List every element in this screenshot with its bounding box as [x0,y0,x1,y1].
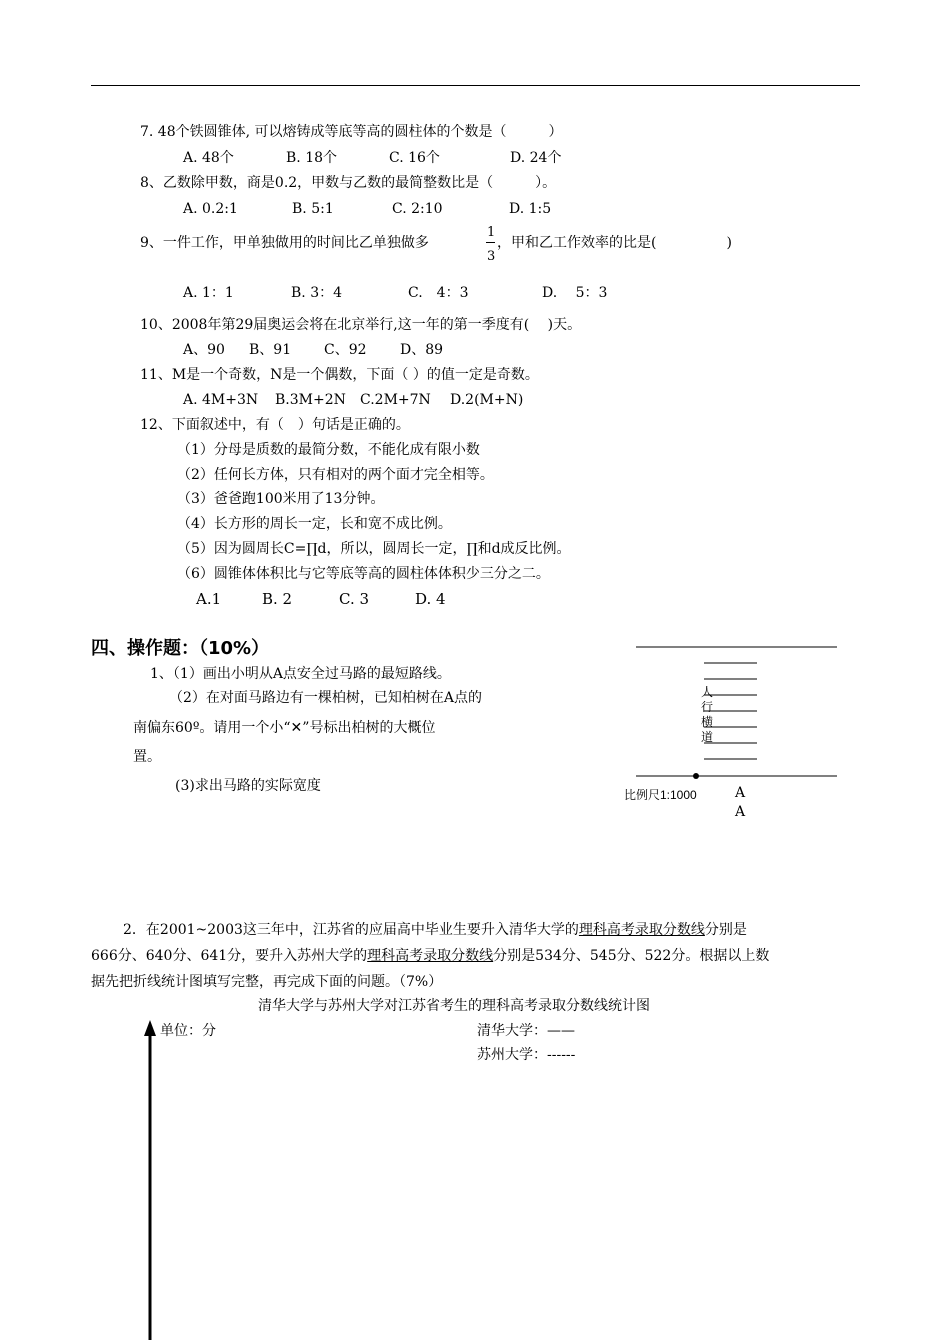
q8-option-d: D. 1:5 [509,201,552,217]
q2-line-1-start: 2．在2001~2003这三年中，江苏省的应届高中毕业生要升入清华大学的 [123,922,579,938]
q9-option-a: A. 1：1 [183,285,234,301]
chart-unit-label: 单位：分 [160,1023,216,1039]
q7-option-a: A. 48个 [183,150,234,166]
q10-option-b: B、91 [249,342,292,358]
q8-option-b: B. 5:1 [292,201,334,217]
q11-option-c: C.2M+7N [360,392,431,408]
section-4-item-2-line-3: 置。 [133,749,161,765]
scale-label: 比例尺1:1000 [624,788,697,802]
q10-option-a: A、90 [183,342,225,358]
legend-suzhou: 苏州大学：------ [477,1047,576,1063]
q7-option-b: B. 18个 [286,150,338,166]
point-a-dot [693,773,699,779]
q12-option-d: D. 4 [415,590,446,608]
q9-option-c: C. 4：3 [408,285,469,301]
q2-line-2-start: 666分、640分、641分，要升入苏州大学的 [91,948,368,964]
point-a-label: A [735,804,746,820]
q12-statement-2: （2）任何长方体，只有相对的两个面才完全相等。 [177,467,494,483]
q8-option-a: A. 0.2:1 [183,201,238,217]
q2-line-2-underlined: 理科高考录取分数线 [367,948,494,964]
section-4-item-3: (3)求出马路的实际宽度 [175,778,321,794]
q9-option-b: B. 3：4 [291,285,343,301]
q12-statement-6: （6）圆锥体体积比与它等底等高的圆柱体体积少三分之二。 [177,566,550,582]
q10-option-c: C、92 [324,342,367,358]
q10-option-d: D、89 [400,342,444,358]
legend-tsinghua: 清华大学：—— [477,1023,575,1039]
section-4-item-2-line-1: （2）在对面马路边有一棵柏树，已知柏树在A点的 [169,690,483,706]
q2-line-1 [123,923,747,937]
q12-question: 12、下面叙述中，有（ ）句话是正确的。 [140,417,410,433]
crosswalk-label-char: 横 [701,715,714,729]
q12-statement-1: （1）分母是质数的最简分数，不能化成有限小数 [177,442,480,458]
q9-question-start: 9、一件工作，甲单独做用的时间比乙单独做多 [140,235,429,251]
section-4-heading: 四、操作题：（10%） [91,638,270,659]
q9-fraction-numerator: 1 [487,225,496,240]
q9-question-end: ，甲和乙工作效率的比是( ) [497,235,732,251]
q7-question: 7. 48个铁圆锥体, 可以熔铸成等底等高的圆柱体的个数是（ ） [140,124,563,140]
q2-line-1-underlined: 理科高考录取分数线 [578,922,705,938]
q9-fraction-denominator: 3 [487,249,496,264]
q2-line-3: 据先把折线统计图填写完整，再完成下面的问题。（7%） [91,974,443,990]
q12-statement-5: （5）因为圆周长C=∏d，所以，圆周长一定，∏和d成反比例。 [177,541,571,557]
q10-question: 10、2008年第29届奥运会将在北京举行,这一年的第一季度有( )天。 [140,317,582,333]
q12-statement-4: （4）长方形的周长一定，长和宽不成比例。 [177,516,452,532]
section-4-item-1: 1、（1）画出小明从A点安全过马路的最短路线。 [150,666,451,682]
section-4-item-2-line-2: 南偏东60º。请用一个小“✕”号标出柏树的大概位 [133,720,436,736]
q12-option-c: C. 3 [339,590,370,608]
q11-option-b: B.3M+2N [275,392,346,408]
crosswalk-label-char: 道 [701,730,714,744]
q11-option-d: D.2(M+N) [450,392,524,408]
crosswalk-label-char: 人 [701,685,714,699]
q12-statement-3: （3）爸爸跑100米用了13分钟。 [177,491,385,507]
q12-option-a: A.1 [196,590,222,608]
q2-line-1-end: 分别是 [704,922,747,938]
q2-line-2-end: 分别是534分、545分、522分。根据以上数 [493,948,770,964]
q7-option-c: C. 16个 [389,150,440,166]
q2-line-2 [91,949,769,963]
q8-question: 8、乙数除甲数，商是0.2，甲数与乙数的最简整数比是（ ）。 [140,175,557,191]
q8-option-c: C. 2:10 [392,201,443,217]
chart-title: 清华大学与苏州大学对江苏省考生的理科高考录取分数线统计图 [258,998,650,1014]
q7-option-d: D. 24个 [510,150,562,166]
q11-question: 11、M是一个奇数，N是一个偶数，下面（ ）的值一定是奇数。 [140,367,539,383]
crosswalk-label-char: 行 [701,700,714,714]
point-a-label: A [735,785,746,801]
q12-option-b: B. 2 [262,590,293,608]
q11-option-a: A. 4M+3N [183,392,259,408]
q9-option-d: D. 5：3 [542,285,608,301]
chart-y-axis-arrow [144,1020,156,1036]
